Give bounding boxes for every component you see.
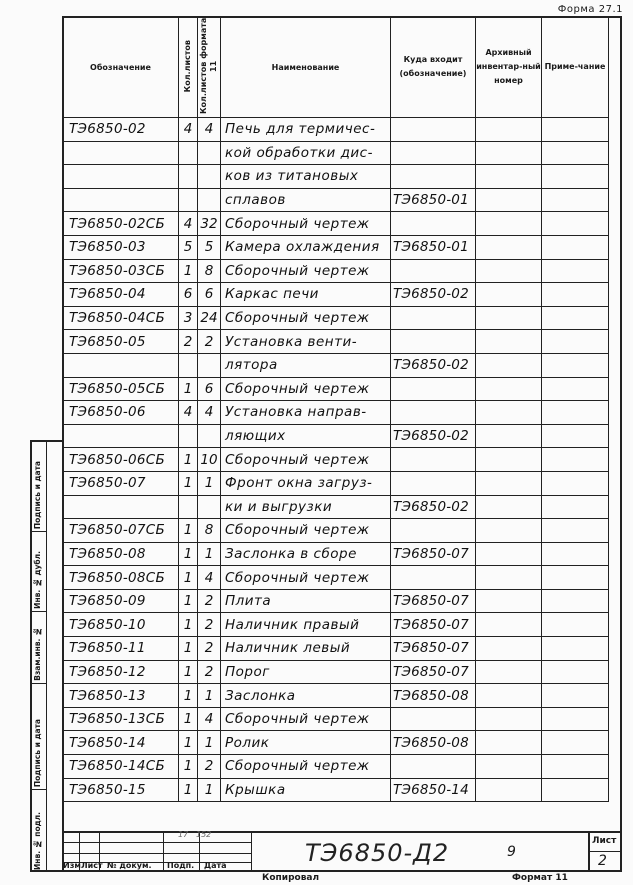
header-primechanie: Приме-чание: [542, 17, 609, 118]
cell-arhivnyi-nomer: [476, 495, 542, 519]
table-row: [63, 589, 609, 613]
cell-kuda-vhodit: [391, 330, 476, 354]
cell-kol-listov: 1: [179, 660, 198, 684]
cell-oboznachenie: ТЭ6850-13: [63, 684, 179, 708]
cell-naimenovanie: ки и выгрузки: [221, 495, 391, 519]
cell-arhivnyi-nomer: [476, 778, 542, 802]
cell-arhivnyi-nomer: [476, 731, 542, 755]
cell-oboznachenie: ТЭ6850-02СБ: [63, 212, 179, 236]
cell-kol-listov: [179, 141, 198, 165]
cell-arhivnyi-nomer: [476, 306, 542, 330]
cell-oboznachenie: ТЭ6850-03: [63, 235, 179, 259]
cell-arhivnyi-nomer: [476, 589, 542, 613]
cell-primechanie: [542, 401, 609, 425]
cell-naimenovanie: лятора: [221, 353, 391, 377]
cell-kol-listov: 1: [179, 778, 198, 802]
cell-naimenovanie: Камера охлаждения: [221, 235, 391, 259]
cell-kuda-vhodit: [391, 306, 476, 330]
cell-kol-listov-f11: [198, 353, 221, 377]
cell-kol-listov: 4: [179, 212, 198, 236]
side-field: Инв. № подл.: [33, 811, 42, 870]
cell-kuda-vhodit: [391, 259, 476, 283]
table-row: [63, 495, 609, 519]
cell-primechanie: [542, 188, 609, 212]
cell-kol-listov-f11: 24: [198, 306, 221, 330]
cell-kuda-vhodit: ТЭ6850-14: [391, 778, 476, 802]
cell-primechanie: [542, 235, 609, 259]
cell-oboznachenie: ТЭ6850-14: [63, 731, 179, 755]
cell-oboznachenie: ТЭ6850-10: [63, 613, 179, 637]
table-row: [63, 707, 609, 731]
table-row: [63, 188, 609, 212]
cell-kol-listov-f11: 8: [198, 259, 221, 283]
cell-kol-listov-f11: 6: [198, 283, 221, 307]
cell-naimenovanie: Сборочный чертеж: [221, 448, 391, 472]
cell-oboznachenie: ТЭ6850-07СБ: [63, 519, 179, 543]
cell-oboznachenie: ТЭ6850-03СБ: [63, 259, 179, 283]
cell-primechanie: [542, 684, 609, 708]
table-row: [63, 353, 609, 377]
cell-kol-listov-f11: 2: [198, 637, 221, 661]
cell-naimenovanie: Сборочный чертеж: [221, 212, 391, 236]
cell-kol-listov: 1: [179, 519, 198, 543]
cell-kol-listov-f11: 5: [198, 235, 221, 259]
cell-kuda-vhodit: [391, 707, 476, 731]
format-label: Формат 11: [512, 873, 568, 883]
cell-naimenovanie: Порог: [221, 660, 391, 684]
table-row: [63, 235, 609, 259]
cell-kol-listov: 1: [179, 589, 198, 613]
cell-naimenovanie: Сборочный чертеж: [221, 519, 391, 543]
cell-oboznachenie: ТЭ6850-08: [63, 542, 179, 566]
cell-arhivnyi-nomer: [476, 519, 542, 543]
specification-table: [62, 16, 609, 802]
cell-primechanie: [542, 330, 609, 354]
cell-kol-listov: 1: [179, 377, 198, 401]
cell-primechanie: [542, 471, 609, 495]
cell-kuda-vhodit: ТЭ6850-08: [391, 731, 476, 755]
cell-naimenovanie: Заслонка в сборе: [221, 542, 391, 566]
cell-primechanie: [542, 141, 609, 165]
cell-kuda-vhodit: ТЭ6850-01: [391, 188, 476, 212]
title-list-label: Лист: [81, 861, 103, 870]
table-row: [63, 141, 609, 165]
cell-kuda-vhodit: [391, 141, 476, 165]
header-kol-listov: Кол.листов: [179, 17, 198, 118]
cell-kuda-vhodit: ТЭ6850-07: [391, 589, 476, 613]
cell-primechanie: [542, 519, 609, 543]
side-signature-strip: [30, 440, 62, 872]
cell-oboznachenie: ТЭ6850-06СБ: [63, 448, 179, 472]
cell-kuda-vhodit: ТЭ6850-02: [391, 495, 476, 519]
cell-naimenovanie: Каркас печи: [221, 283, 391, 307]
cell-kol-listov: [179, 495, 198, 519]
cell-kol-listov: 2: [179, 330, 198, 354]
cell-kuda-vhodit: [391, 519, 476, 543]
cell-kol-listov: 4: [179, 401, 198, 425]
cell-kol-listov-f11: [198, 424, 221, 448]
cell-oboznachenie: ТЭ6850-02: [63, 118, 179, 142]
cell-oboznachenie: ТЭ6850-11: [63, 637, 179, 661]
cell-primechanie: [542, 542, 609, 566]
cell-arhivnyi-nomer: [476, 353, 542, 377]
cell-arhivnyi-nomer: [476, 141, 542, 165]
cell-oboznachenie: [63, 424, 179, 448]
cell-kol-listov: 1: [179, 566, 198, 590]
cell-primechanie: [542, 165, 609, 189]
header-kol-listov-f11: Кол.листов формата 11: [198, 17, 221, 118]
cell-kol-listov: 1: [179, 471, 198, 495]
cell-kuda-vhodit: [391, 755, 476, 779]
cell-kol-listov: [179, 165, 198, 189]
title-data-label: Дата: [204, 861, 227, 870]
cell-naimenovanie: Крышка: [221, 778, 391, 802]
cell-primechanie: [542, 118, 609, 142]
cell-oboznachenie: [63, 353, 179, 377]
cell-naimenovanie: Сборочный чертеж: [221, 306, 391, 330]
cell-kol-listov: 1: [179, 637, 198, 661]
cell-naimenovanie: Фронт окна загруз-: [221, 471, 391, 495]
cell-arhivnyi-nomer: [476, 566, 542, 590]
table-row: [63, 684, 609, 708]
cell-primechanie: [542, 377, 609, 401]
cell-naimenovanie: Сборочный чертеж: [221, 707, 391, 731]
cell-primechanie: [542, 259, 609, 283]
table-row: [63, 401, 609, 425]
cell-naimenovanie: Плита: [221, 589, 391, 613]
cell-arhivnyi-nomer: [476, 613, 542, 637]
cell-primechanie: [542, 566, 609, 590]
cell-primechanie: [542, 212, 609, 236]
cell-naimenovanie: сплавов: [221, 188, 391, 212]
cell-kol-listov: [179, 424, 198, 448]
cell-primechanie: [542, 589, 609, 613]
cell-primechanie: [542, 755, 609, 779]
table-row: [63, 448, 609, 472]
cell-primechanie: [542, 637, 609, 661]
cell-oboznachenie: ТЭ6850-06: [63, 401, 179, 425]
cell-kol-listov-f11: 10: [198, 448, 221, 472]
cell-kol-listov-f11: [198, 165, 221, 189]
cell-primechanie: [542, 778, 609, 802]
sheet-number: 2: [598, 853, 607, 869]
cell-kol-listov: 1: [179, 259, 198, 283]
cell-kol-listov: 4: [179, 118, 198, 142]
cell-primechanie: [542, 731, 609, 755]
cell-kol-listov-f11: [198, 188, 221, 212]
document-code: ТЭ6850-Д2: [305, 839, 450, 867]
cell-kuda-vhodit: ТЭ6850-02: [391, 353, 476, 377]
table-row: [63, 519, 609, 543]
cell-oboznachenie: ТЭ6850-08СБ: [63, 566, 179, 590]
cell-kol-listov-f11: [198, 141, 221, 165]
cell-kol-listov-f11: 32: [198, 212, 221, 236]
document-mark: 9: [507, 844, 516, 860]
cell-oboznachenie: [63, 495, 179, 519]
cell-arhivnyi-nomer: [476, 755, 542, 779]
table-row: [63, 377, 609, 401]
cell-kuda-vhodit: [391, 448, 476, 472]
cell-kol-listov: 1: [179, 755, 198, 779]
cell-kuda-vhodit: [391, 165, 476, 189]
cell-primechanie: [542, 495, 609, 519]
cell-oboznachenie: [63, 165, 179, 189]
handwritten-mark-b: 152: [196, 830, 212, 839]
cell-oboznachenie: ТЭ6850-15: [63, 778, 179, 802]
cell-primechanie: [542, 306, 609, 330]
cell-arhivnyi-nomer: [476, 283, 542, 307]
cell-kol-listov-f11: 4: [198, 118, 221, 142]
table-row: [63, 118, 609, 142]
cell-primechanie: [542, 660, 609, 684]
title-izm-label: Изм: [63, 861, 81, 870]
cell-kol-listov: 5: [179, 235, 198, 259]
cell-oboznachenie: ТЭ6850-12: [63, 660, 179, 684]
cell-kuda-vhodit: [391, 118, 476, 142]
cell-kuda-vhodit: [391, 377, 476, 401]
cell-oboznachenie: ТЭ6850-05: [63, 330, 179, 354]
cell-kol-listov-f11: 1: [198, 684, 221, 708]
cell-kol-listov-f11: [198, 495, 221, 519]
cell-arhivnyi-nomer: [476, 707, 542, 731]
title-doc-label: № докум.: [107, 861, 152, 870]
cell-kol-listov-f11: 2: [198, 660, 221, 684]
copied-label: Копировал: [262, 873, 320, 883]
table-row: [63, 566, 609, 590]
table-row: [63, 542, 609, 566]
cell-kol-listov: 1: [179, 684, 198, 708]
cell-naimenovanie: Ролик: [221, 731, 391, 755]
table-row: [63, 424, 609, 448]
table-header-row: [63, 17, 609, 118]
cell-kol-listov: 1: [179, 448, 198, 472]
cell-oboznachenie: ТЭ6850-07: [63, 471, 179, 495]
cell-arhivnyi-nomer: [476, 212, 542, 236]
cell-kol-listov: 1: [179, 613, 198, 637]
cell-naimenovanie: Сборочный чертеж: [221, 259, 391, 283]
cell-kuda-vhodit: ТЭ6850-02: [391, 283, 476, 307]
cell-kol-listov: [179, 188, 198, 212]
table-row: [63, 165, 609, 189]
cell-naimenovanie: Сборочный чертеж: [221, 377, 391, 401]
table-row: [63, 613, 609, 637]
cell-oboznachenie: [63, 188, 179, 212]
cell-kuda-vhodit: ТЭ6850-08: [391, 684, 476, 708]
cell-naimenovanie: Заслонка: [221, 684, 391, 708]
cell-kol-listov-f11: 8: [198, 519, 221, 543]
side-field: Инв. № дубл.: [32, 532, 46, 612]
cell-primechanie: [542, 353, 609, 377]
cell-naimenovanie: Наличник правый: [221, 613, 391, 637]
cell-kol-listov-f11: 4: [198, 566, 221, 590]
cell-arhivnyi-nomer: [476, 471, 542, 495]
cell-kol-listov-f11: 4: [198, 707, 221, 731]
cell-arhivnyi-nomer: [476, 660, 542, 684]
cell-kuda-vhodit: [391, 566, 476, 590]
side-field: Взам.инв. №: [32, 612, 46, 684]
cell-oboznachenie: ТЭ6850-13СБ: [63, 707, 179, 731]
header-naimenovanie: Наименование: [221, 17, 391, 118]
cell-kol-listov-f11: 2: [198, 589, 221, 613]
cell-oboznachenie: ТЭ6850-04СБ: [63, 306, 179, 330]
cell-naimenovanie: Печь для термичес-: [221, 118, 391, 142]
cell-kuda-vhodit: [391, 471, 476, 495]
cell-kuda-vhodit: [391, 212, 476, 236]
handwritten-mark-a: 17: [178, 830, 189, 839]
cell-kuda-vhodit: ТЭ6850-07: [391, 637, 476, 661]
cell-oboznachenie: ТЭ6850-14СБ: [63, 755, 179, 779]
cell-kol-listov: 1: [179, 542, 198, 566]
cell-kol-listov: 6: [179, 283, 198, 307]
cell-kol-listov-f11: 1: [198, 542, 221, 566]
side-field: Подпись и дата: [32, 442, 46, 532]
cell-primechanie: [542, 283, 609, 307]
table-row: [63, 755, 609, 779]
table-row: [63, 283, 609, 307]
cell-naimenovanie: Сборочный чертеж: [221, 755, 391, 779]
header-arhivnyi-nomer: Архивный инвентар-ный номер: [476, 17, 542, 118]
cell-kol-listov-f11: 1: [198, 778, 221, 802]
cell-primechanie: [542, 424, 609, 448]
title-podp-label: Подп.: [167, 861, 195, 870]
cell-arhivnyi-nomer: [476, 118, 542, 142]
cell-primechanie: [542, 448, 609, 472]
cell-naimenovanie: Наличник левый: [221, 637, 391, 661]
cell-kol-listov-f11: 1: [198, 731, 221, 755]
cell-kuda-vhodit: ТЭ6850-07: [391, 542, 476, 566]
cell-arhivnyi-nomer: [476, 401, 542, 425]
cell-arhivnyi-nomer: [476, 542, 542, 566]
cell-kuda-vhodit: ТЭ6850-02: [391, 424, 476, 448]
cell-primechanie: [542, 707, 609, 731]
cell-naimenovanie: Установка направ-: [221, 401, 391, 425]
header-kuda-vhodit: Куда входит (обозначение): [391, 17, 476, 118]
cell-arhivnyi-nomer: [476, 235, 542, 259]
cell-arhivnyi-nomer: [476, 259, 542, 283]
cell-naimenovanie: ков из титановых: [221, 165, 391, 189]
cell-oboznachenie: ТЭ6850-09: [63, 589, 179, 613]
cell-naimenovanie: ляющих: [221, 424, 391, 448]
table-row: [63, 259, 609, 283]
cell-kuda-vhodit: [391, 401, 476, 425]
cell-naimenovanie: кой обработки дис-: [221, 141, 391, 165]
cell-arhivnyi-nomer: [476, 377, 542, 401]
sheet-label: Лист: [592, 836, 617, 846]
table-row: [63, 637, 609, 661]
cell-arhivnyi-nomer: [476, 448, 542, 472]
cell-kol-listov: [179, 353, 198, 377]
cell-kol-listov-f11: 2: [198, 330, 221, 354]
cell-naimenovanie: Установка венти-: [221, 330, 391, 354]
table-row: [63, 306, 609, 330]
cell-oboznachenie: ТЭ6850-04: [63, 283, 179, 307]
cell-kuda-vhodit: ТЭ6850-07: [391, 660, 476, 684]
cell-arhivnyi-nomer: [476, 637, 542, 661]
form-label: Форма 27.1: [557, 4, 623, 15]
cell-kol-listov-f11: 4: [198, 401, 221, 425]
header-oboznachenie: Обозначение: [63, 17, 179, 118]
cell-kol-listov-f11: 2: [198, 613, 221, 637]
table-row: [63, 212, 609, 236]
cell-arhivnyi-nomer: [476, 424, 542, 448]
table-row: [63, 660, 609, 684]
table-row: [63, 778, 609, 802]
cell-oboznachenie: ТЭ6850-05СБ: [63, 377, 179, 401]
table-row: [63, 471, 609, 495]
cell-arhivnyi-nomer: [476, 684, 542, 708]
cell-kol-listov-f11: 6: [198, 377, 221, 401]
table-row: [63, 731, 609, 755]
cell-kol-listov: 1: [179, 731, 198, 755]
side-field: Подпись и дата: [32, 684, 46, 790]
cell-arhivnyi-nomer: [476, 165, 542, 189]
cell-oboznachenie: [63, 141, 179, 165]
cell-kol-listov-f11: 1: [198, 471, 221, 495]
cell-kol-listov: 1: [179, 707, 198, 731]
cell-kol-listov-f11: 2: [198, 755, 221, 779]
table-row: [63, 330, 609, 354]
cell-arhivnyi-nomer: [476, 188, 542, 212]
cell-arhivnyi-nomer: [476, 330, 542, 354]
cell-primechanie: [542, 613, 609, 637]
cell-kuda-vhodit: ТЭ6850-07: [391, 613, 476, 637]
cell-kol-listov: 3: [179, 306, 198, 330]
cell-kuda-vhodit: ТЭ6850-01: [391, 235, 476, 259]
cell-naimenovanie: Сборочный чертеж: [221, 566, 391, 590]
